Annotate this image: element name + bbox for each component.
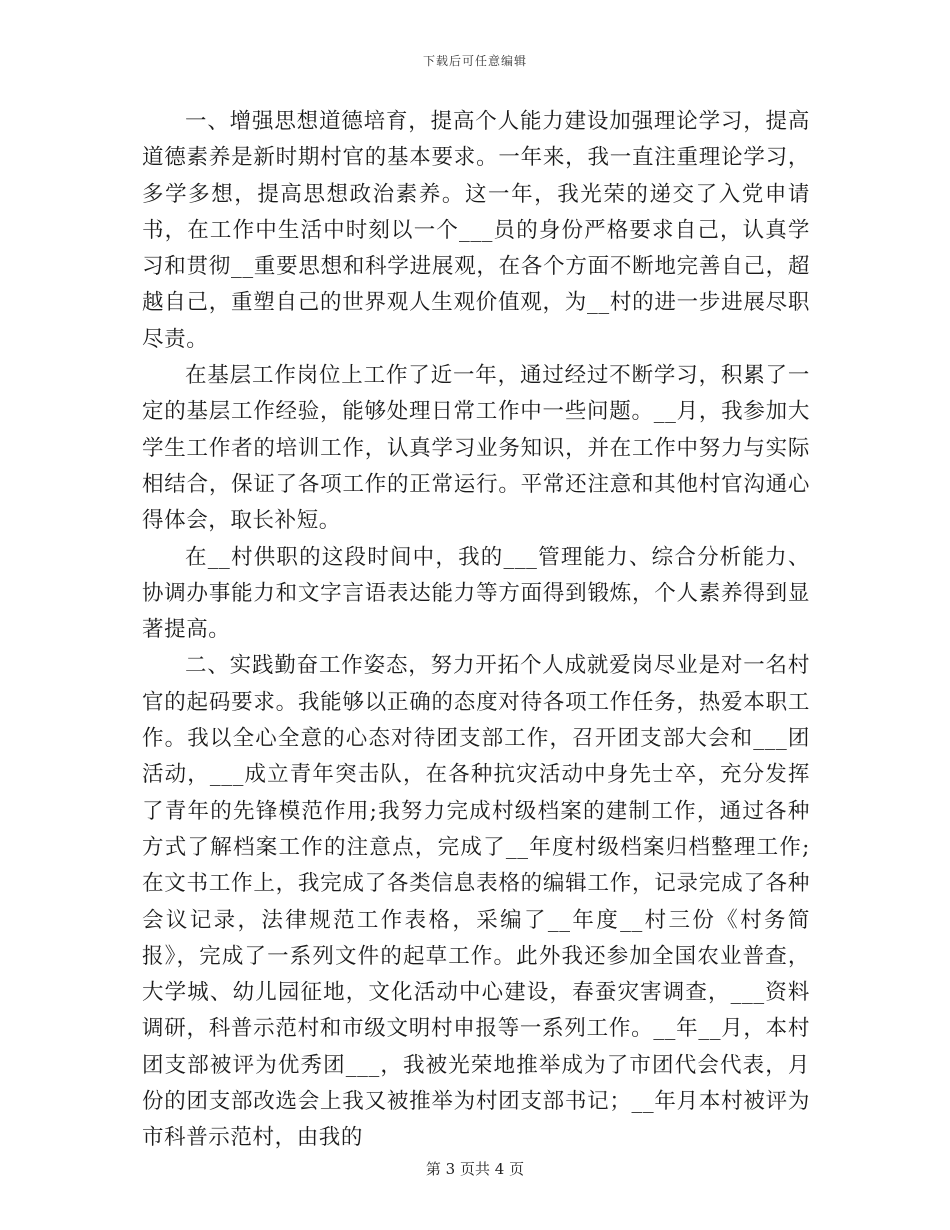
paragraph-1: 一、增强思想道德培育，提高个人能力建设加强理论学习，提高道德素养是新时期村官的基本要求。一年来，我一直注重理论学习，多学多想，提高思想政治素养。这一年，我光荣的递交了入党申请书，在工作中生活中时刻以一个___员的身份严格要求自己，认真学习和贯彻__重要思想和科学进展观，在各个方面不断地完善自己，超越自己，重塑自己的世界观人生观价值观，为__村的进一步进展尽职尽责。 [142, 109, 810, 352]
page-number-footer: 第 3 页共 4 页 [425, 1160, 525, 1178]
paragraph-3: 在__村供职的这段时间中，我的___管理能力、综合分析能力、协调办事能力和文字言语表达能力等方面得到锻炼，个人素养得到显著提高。 [142, 544, 810, 643]
paragraph-4: 二、实践勤奋工作姿态，努力开拓个人成就爱岗尽业是对一名村官的起码要求。我能够以正确的态度对待各项工作任务，热爱本职工作。我以全心全意的心态对待团支部工作，召开团支部大会和___团活动，___成立青年突击队，在各种抗灾活动中身先士卒，充分发挥了青年的先锋模范作用;我努力完成村级档案的建制工作，通过各种方式了解档案工作的注意点，完成了__年度村级档案归档整理工作;在文书工作上，我完成了各类信息表格的编辑工作，记录完成了各种会议记录，法律规范工作表格，采编了__年度__村三份《村务简报》，完成了一系列文件的起草工作。此外我还参加全国农业普查，大学城、幼儿园征地，文化活动中心建设，春蚕灾害调查，___资料调研，科普示范村和市级文明村申报等一系列工作。__年__月，本村团支部被评为优秀团___，我被光荣地推举成为了市团代会代表，月份的团支部改选会上我又被推举为村团支部书记；__年月本村被评为市科普示范村，由我的 [142, 653, 810, 1151]
paragraph-2: 在基层工作岗位上工作了近一年，通过经过不断学习，积累了一定的基层工作经验，能够处理日常工作中一些问题。__月，我参加大学生工作者的培训工作，认真学习业务知识，并在工作中努力与实际相结合，保证了各项工作的正常运行。平常还注意和其他村官沟通心得体会，取长补短。 [142, 363, 810, 534]
document-body [142, 104, 810, 1157]
page-header: 下载后可任意编辑 [422, 54, 527, 68]
